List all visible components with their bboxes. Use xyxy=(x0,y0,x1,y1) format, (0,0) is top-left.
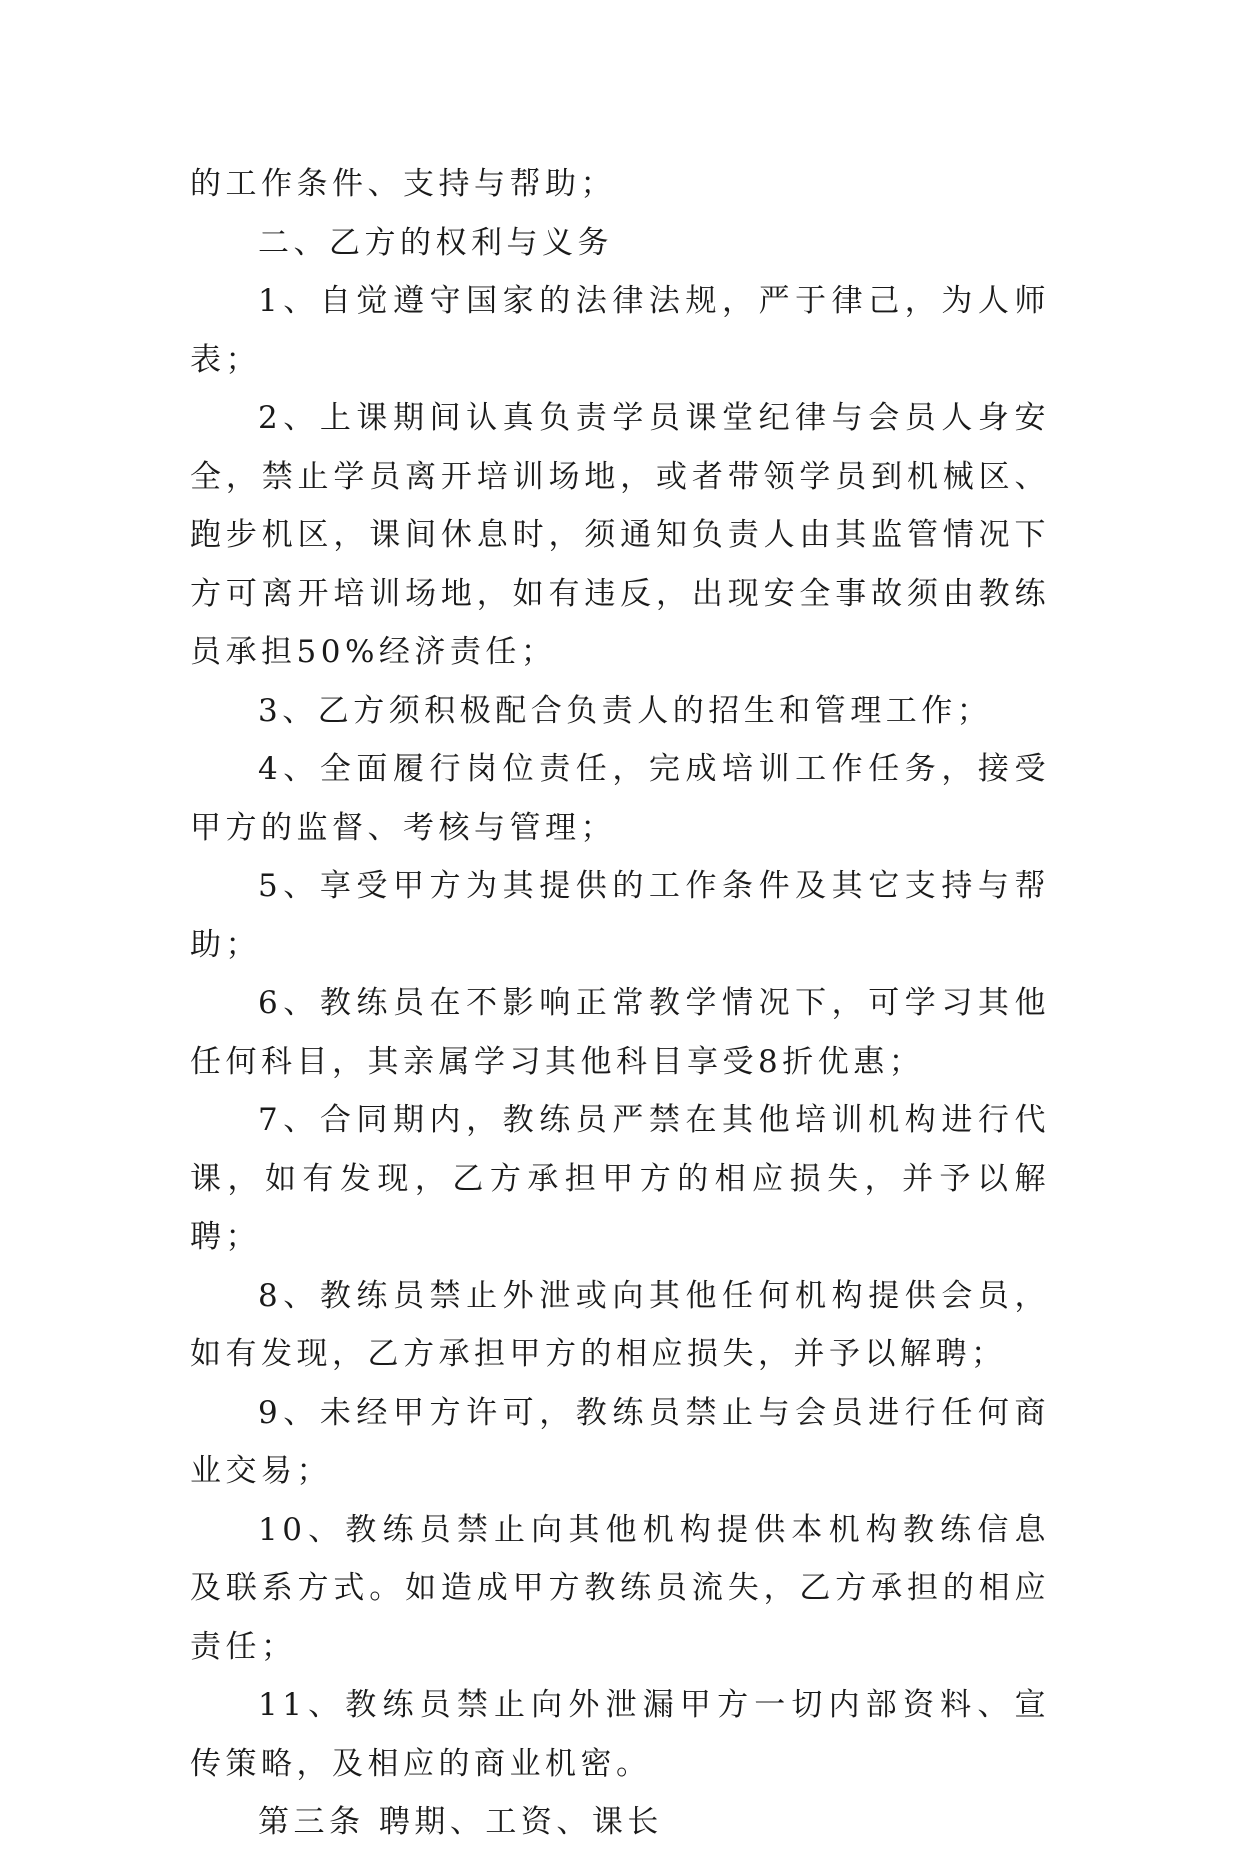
clause-6: 6、教练员在不影响正常教学情况下，可学习其他任何科目，其亲属学习其他科目享受8折优惠； xyxy=(190,985,1050,1080)
clause-9: 9、未经甲方许可，教练员禁止与会员进行任何商业交易； xyxy=(190,1394,1050,1489)
clause-7: 7、合同期内，教练员严禁在其他培训机构进行代课，如有发现，乙方承担甲方的相应损失，并予以解聘； xyxy=(190,1102,1050,1255)
clause-10: 10、教练员禁止向其他机构提供本机构教练信息及联系方式。如造成甲方教练员流失，乙方承担的相应责任； xyxy=(190,1511,1050,1665)
clause-3: 3、乙方须积极配合负责人的招生和管理工作； xyxy=(258,692,993,729)
clause-2: 2、上课期间认真负责学员课堂纪律与会员人身安全，禁止学员离开培训场地，或者带领学员到机械区、跑步机区，课间休息时，须通知负责人由其监管情况下方可离开培训场地，如有违反，出现安全事故须由教练员承担50%经济责任； xyxy=(190,400,1050,670)
paragraph-continuation: 的工作条件、支持与帮助； xyxy=(190,166,616,202)
clause-8: 8、教练员禁止外泄或向其他任何机构提供会员，如有发现，乙方承担甲方的相应损失，并予以解聘； xyxy=(190,1277,1050,1372)
clause-5: 5、享受甲方为其提供的工作条件及其它支持与帮助； xyxy=(190,868,1050,963)
clause-11: 11、教练员禁止向外泄漏甲方一切内部资料、宣传策略，及相应的商业机密。 xyxy=(190,1687,1050,1782)
clause-4: 4、全面履行岗位责任，完成培训工作任务，接受甲方的监督、考核与管理； xyxy=(190,751,1050,846)
clause-1: 1、自觉遵守国家的法律法规，严于律己，为人师表； xyxy=(190,283,1050,378)
section-heading-party-b-rights: 二、乙方的权利与义务 xyxy=(258,224,613,261)
article-3-heading: 第三条 聘期、工资、课长 xyxy=(258,1804,663,1840)
document-body xyxy=(190,155,1050,1852)
